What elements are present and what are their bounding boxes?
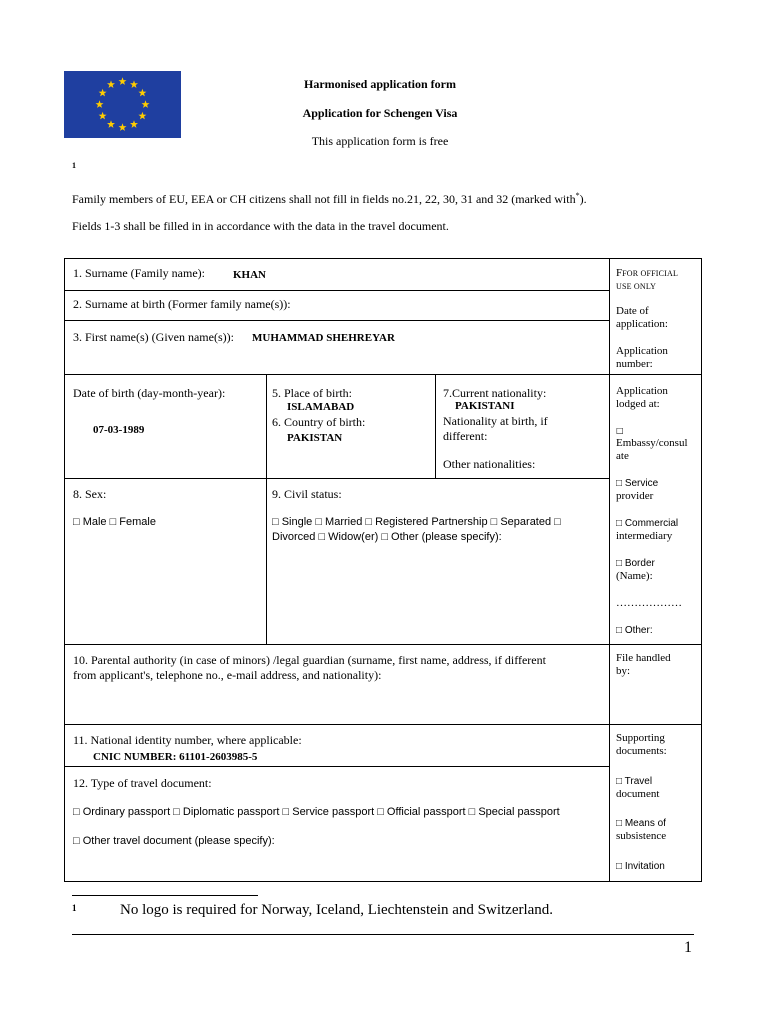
form-subtitle: Application for Schengen Visa [302,106,458,120]
other-checkbox[interactable]: □ Other: [616,625,653,636]
parental-authority-label-2: from applicant's, telephone no., e-mail address, and nationality): [73,668,382,682]
place-of-birth-label: 5. Place of birth: [272,386,352,400]
place-of-birth-value[interactable]: ISLAMABAD [287,401,355,413]
dob-label: Date of birth (day-month-year): [73,386,226,400]
civil-status-label: 9. Civil status: [272,487,342,501]
travel-doc-options[interactable]: □ Ordinary passport □ Diplomatic passport □ Service passport □ Official passport □ Special passport [73,806,560,818]
surname-at-birth-label: 2. Surname at birth (Former family name(s)): [73,297,291,311]
civil-status-options[interactable]: □ Single □ Married □ Registered Partnership □ Separated □ [272,516,561,528]
travel-document-checkbox[interactable]: □ Travel document [616,776,660,800]
footnote-text: No logo is required for Norway, Iceland, Liechtenstein and Switzerland. [120,902,554,918]
first-name-value[interactable]: MUHAMMAD SHEHREYAR [252,332,395,344]
nationality-at-birth-label-2: different: [443,429,488,443]
invitation-checkbox[interactable]: □ Invitation [616,861,665,872]
dob-value[interactable]: 07-03-1989 [93,424,145,436]
footnote-ref: 1 [72,161,76,170]
supporting-documents: Supporting documents: [616,732,667,757]
means-of-subsistence-checkbox[interactable]: □ Means of subsistence [616,818,667,842]
civil-status-options-2[interactable]: Divorced □ Widow(er) □ Other (please specify): [272,531,502,543]
intro-fields-note: Fields 1-3 shall be filled in in accordance with the data in the travel document. [72,219,449,233]
sex-options[interactable]: □ Male □ Female [73,516,156,528]
free-note: This application form is free [311,134,449,148]
surname-label: 1. Surname (Family name): [73,266,205,280]
border-name-dots: ……………… [616,597,682,609]
date-of-application: Date of application: [616,305,668,330]
page-number: 1 [684,939,692,956]
intro-family-members: Family members of EU, EEA or CH citizens shall not fill in fields no.21, 22, 30, 31 and 32 (marked with*). [72,191,587,206]
application-lodged-at: Application lodged at: [616,385,668,410]
travel-doc-other[interactable]: □ Other travel document (please specify): [73,835,275,847]
eu-flag-logo [64,71,181,138]
file-handled-by: File handled by: [616,652,671,677]
parental-authority-label: 10. Parental authority (in case of minors) /legal guardian (surname, first name, address, if different [73,653,546,667]
form-title: Harmonised application form [304,77,456,91]
border-checkbox[interactable]: □ Border (Name): [616,558,655,582]
footer-divider [72,934,694,935]
sex-label: 8. Sex: [73,487,107,501]
service-provider-checkbox[interactable]: □ Service provider [616,478,659,502]
nationality-value[interactable]: PAKISTANI [455,400,515,412]
application-form-table [64,258,702,882]
nationality-label: 7.Current nationality: [443,386,547,400]
country-of-birth-label: 6. Country of birth: [272,415,366,429]
nationality-at-birth-label: Nationality at birth, if [443,414,548,428]
travel-doc-label: 12. Type of travel document: [73,776,212,790]
country-of-birth-value[interactable]: PAKISTAN [287,432,343,444]
national-id-value[interactable]: CNIC NUMBER: 61101-2603985-5 [93,751,258,763]
footnote-divider [72,895,258,896]
commercial-intermediary-checkbox[interactable]: □ Commercial intermediary [616,518,679,542]
first-name-label: 3. First name(s) (Given name(s)): [73,330,234,344]
footnote-marker: 1 [72,903,77,913]
official-use-heading: FFOR OFFICIAL USE ONLY [616,267,679,291]
surname-value[interactable]: KHAN [233,269,266,281]
application-number: Application number: [616,345,668,370]
other-nationalities-label: Other nationalities: [443,457,536,471]
embassy-checkbox[interactable]: □ Embassy/consul ate [616,426,688,462]
national-id-label: 11. National identity number, where applicable: [73,733,302,747]
